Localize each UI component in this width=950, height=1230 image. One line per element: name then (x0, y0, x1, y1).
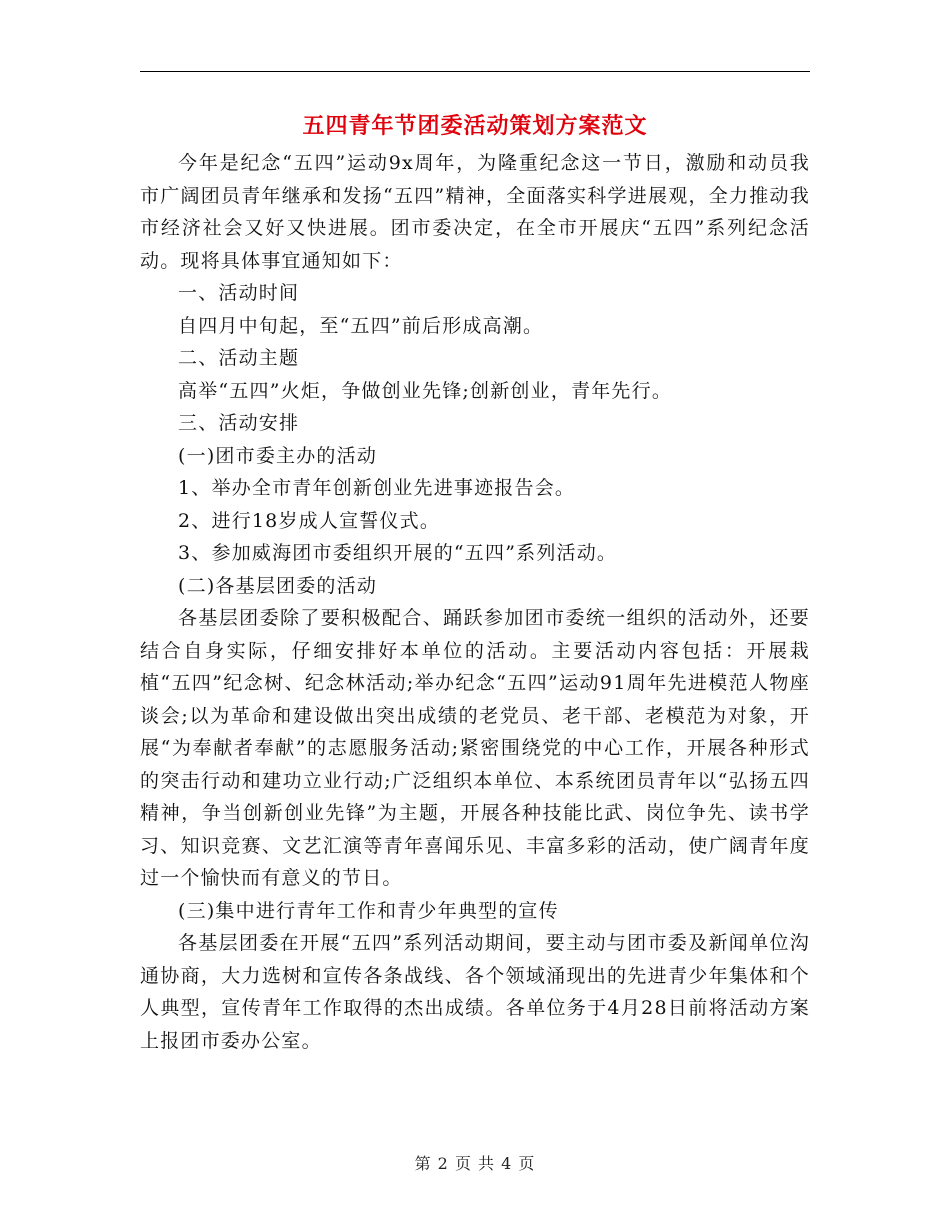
list-item-1: 1、举办全市青年创新创业先进事迹报告会。 (178, 477, 576, 499)
subheading-publicity: (三)集中进行青年工作和青少年典型的宣传 (178, 899, 559, 922)
heading-activity-arrangement: 三、活动安排 (178, 412, 300, 434)
subheading-grassroots: (二)各基层团委的活动 (178, 574, 378, 597)
list-item-2: 2、进行18岁成人宣誓仪式。 (178, 509, 441, 532)
heading-activity-theme: 二、活动主题 (178, 347, 300, 369)
paragraph-activity-theme: 高举“五四”火炬，争做创业先锋;创新创业，青年先行。 (178, 379, 673, 402)
list-item-3: 3、参加威海团市委组织开展的“五四”系列活动。 (178, 542, 618, 564)
paragraph-intro: 今年是纪念“五四”运动9x周年，为隆重纪念这一节日，激励和动员我市广阔团员青年继承和发扬“五四”精神，全面落实科学进展观，全力推动我市经济社会又好又快进展。团市委决定，在全市开展庆“五四”系列纪念活动。现将具体事宜通知如下： (140, 152, 810, 272)
heading-activity-time: 一、活动时间 (178, 282, 300, 304)
paragraph-activity-time: 自四月中旬起，至“五四”前后形成高潮。 (178, 314, 544, 337)
paragraph-publicity: 各基层团委在开展“五四”系列活动期间，要主动与团市委及新闻单位沟通协商，大力选树和宣传各条战线、各个领域涌现出的先进青少年集体和个人典型，宣传青年工作取得的杰出成绩。各单位务于4月28日前将活动方案上报团市委办公室。 (140, 932, 810, 1052)
header-rule (140, 71, 810, 72)
document-title: 五四青年节团委活动策划方案范文 (302, 113, 648, 139)
page-number: 第 2 页 共 4 页 (414, 1154, 536, 1173)
document-body (140, 147, 810, 1057)
subheading-city-committee: (一)团市委主办的活动 (178, 444, 378, 467)
paragraph-grassroots: 各基层团委除了要积极配合、踊跃参加团市委统一组织的活动外，还要结合自身实际，仔细安排好本单位的活动。主要活动内容包括：开展栽植“五四”纪念树、纪念林活动;举办纪念“五四”运动91周年先进模范人物座谈会;以为革命和建设做出突出成绩的老党员、老干部、老模范为对象，开展“为奉献者奉献”的志愿服务活动;紧密围绕党的中心工作，开展各种形式的突击行动和建功立业行动;广泛组织本单位、本系统团员青年以“弘扬五四精神，争当创新创业先锋”为主题，开展各种技能比武、岗位争先、读书学习、知识竞赛、文艺汇演等青年喜闻乐见、丰富多彩的活动，使广阔青年度过一个愉快而有意义的节日。 (140, 607, 810, 889)
